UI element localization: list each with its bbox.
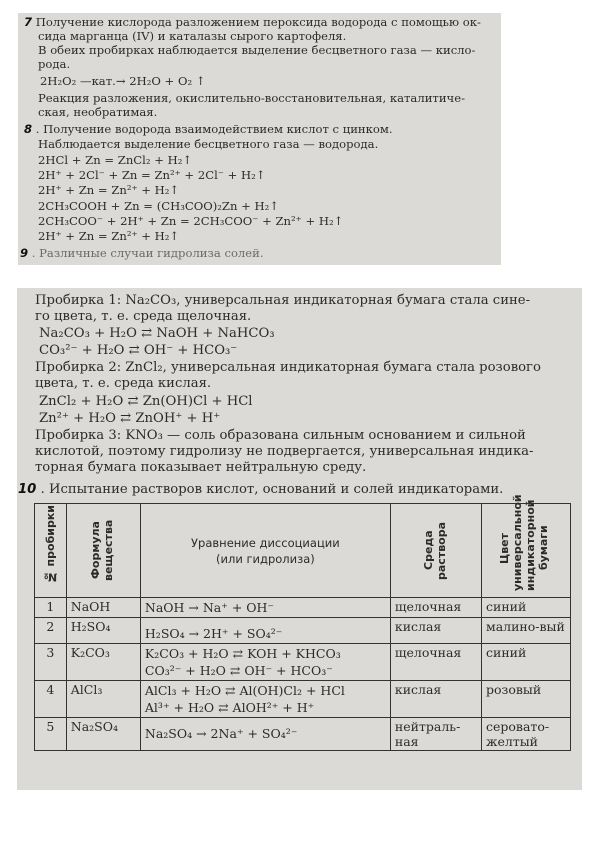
item-10-number: 10: [18, 482, 37, 497]
tube-1-line-2: го цвета, т. е. среда щелочная.: [35, 309, 252, 324]
indicator-table: [34, 494, 571, 751]
item-9-number: 9: [20, 246, 29, 260]
item-8-equation-2: 2H⁺ + 2Cl⁻ + Zn = Zn²⁺ + 2Cl⁻ + H₂↑: [38, 168, 266, 182]
tube-1-equation-2: CO₃²⁻ + H₂O ⇄ OH⁻ + HCO₃⁻: [39, 343, 238, 358]
item-7-line-6: Реакция разложения, окислительно-восстановительная, каталитиче-: [38, 91, 466, 105]
tube-1-equation-1: Na₂CO₃ + H₂O ⇄ NaOH + NaHCO₃: [39, 326, 275, 341]
header-tube-number: № пробирки: [35, 504, 67, 598]
item-7-line-3: В обеих пробирках наблюдается выделение бесцветного газа — кисло-: [38, 43, 476, 57]
header-indicator-color: Цвет универсальной индикаторной бумаги: [481, 504, 570, 598]
header-equation: Уравнение диссоциации (или гидролиза): [140, 504, 390, 598]
tube-3-line-3: торная бумага показывает нейтральную среду.: [35, 460, 367, 475]
item-8-equation-6: 2H⁺ + Zn = Zn²⁺ + H₂↑: [38, 229, 180, 243]
tube-2-line-2: цвета, т. е. среда кислая.: [35, 376, 212, 391]
item-8-equation-1: 2HCl + Zn = ZnCl₂ + H₂↑: [38, 153, 193, 167]
scan-fragment-bottom: [17, 288, 582, 790]
item-10-line: 10 . Испытание растворов кислот, оснований и солей индикаторами.: [18, 482, 504, 497]
item-7-equation: 2H₂O₂ —кат.→ 2H₂O + O₂ ↑: [40, 74, 206, 88]
item-8-equation-5: 2CH₃COO⁻ + 2H⁺ + Zn = 2CH₃COO⁻ + Zn²⁺ + H₂↑: [38, 214, 344, 228]
item-8-equation-3: 2H⁺ + Zn = Zn²⁺ + H₂↑: [38, 183, 180, 197]
tube-3-line-1: Пробирка 3: KNO₃ — соль образована сильным основанием и сильной: [35, 428, 526, 443]
table-row: 5 Na₂SO₄ Na₂SO₄ → 2Na⁺ + SO₄²⁻ нейтраль-ная серовато-желтый: [35, 718, 571, 751]
tube-2-equation-2: Zn²⁺ + H₂O ⇄ ZnOH⁺ + H⁺: [39, 411, 221, 426]
tube-1-line-1: Пробирка 1: Na₂CO₃, универсальная индикаторная бумага стала сине-: [35, 293, 531, 308]
item-7-line-2: сида марганца (IV) и каталазы сырого картофеля.: [38, 29, 347, 43]
item-8-number: 8: [24, 122, 33, 136]
table-row: 3 K₂CO₃ K₂CO₃ + H₂O ⇄ KOH + KHCO₃ CO₃²⁻ + H₂O ⇄ OH⁻ + HCO₃⁻ щелочная синий: [35, 644, 571, 681]
table-row: 2 H₂SO₄ H₂SO₄ → 2H⁺ + SO₄²⁻ кислая малино-вый: [35, 618, 571, 644]
item-7-line-1: 7 Получение кислорода разложением пероксида водорода с помощью ок-: [24, 15, 481, 29]
tube-2-line-1: Пробирка 2: ZnCl₂, универсальная индикаторная бумага стала розового: [35, 360, 541, 375]
item-8-line-2: Наблюдается выделение бесцветного газа — водорода.: [38, 137, 379, 151]
item-7-line-4: рода.: [38, 57, 71, 71]
header-formula: Формула вещества: [66, 504, 140, 598]
item-9-line: 9 . Различные случаи гидролиза солей.: [20, 246, 264, 260]
table-row: 4 AlCl₃ AlCl₃ + H₂O ⇄ Al(OH)Cl₂ + HCl Al³⁺ + H₂O ⇄ AlOH²⁺ + H⁺ кислая розовый: [35, 681, 571, 718]
item-7-line-7: ская, необратимая.: [38, 105, 158, 119]
header-medium: Среда раствора: [390, 504, 481, 598]
tube-2-equation-1: ZnCl₂ + H₂O ⇄ Zn(OH)Cl + HCl: [39, 394, 253, 409]
item-7-number: 7: [24, 15, 33, 29]
item-8-equation-4: 2CH₃COOH + Zn = (CH₃COO)₂Zn + H₂↑: [38, 199, 279, 213]
table-header-row: [35, 504, 571, 598]
item-8-line-1: 8 . Получение водорода взаимодействием кислот с цинком.: [24, 122, 393, 136]
table-row: 1 NaOH NaOH → Na⁺ + OH⁻ щелочная синий: [35, 598, 571, 618]
tube-3-line-2: кислотой, поэтому гидролизу не подвергается, универсальная индика-: [35, 444, 534, 459]
scan-fragment-top: [18, 13, 501, 265]
